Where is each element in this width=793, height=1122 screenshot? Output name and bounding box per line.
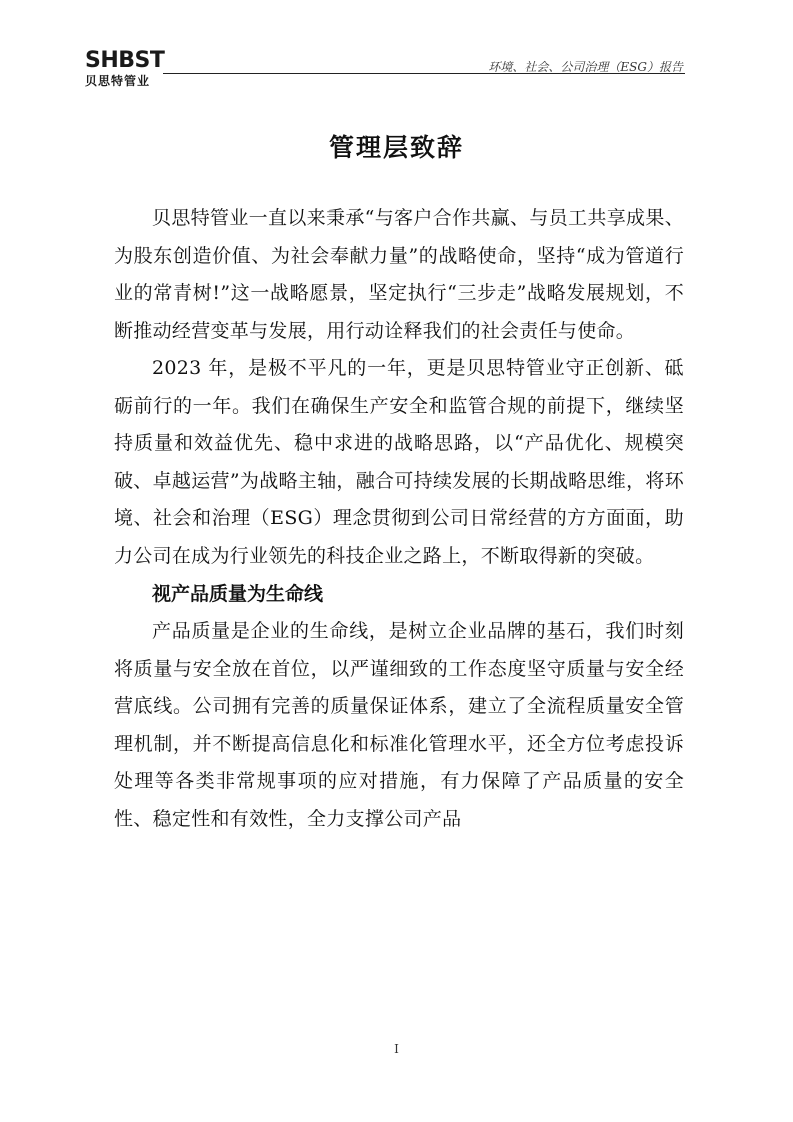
page-header (85, 50, 685, 92)
body-paragraph: 2023 年，是极不平凡的一年，更是贝思特管业守正创新、砥砺前行的一年。我们在确保生产安全和监管合规的前提下，继续坚持质量和效益优先、稳中求进的战略思路，以“产品优化、规模突破、卓越运营”为战略主轴，融合可持续发展的长期战略思维，将环境、社会和治理（ESG）理念贯彻到公司日常经营的方方面面，助力公司在成为行业领先的科技企业之路上，不断取得新的突破。 (114, 357, 684, 567)
page-number: I (394, 1042, 399, 1056)
report-title: 环境、社会、公司治理（ESG）报告 (488, 60, 683, 74)
page-title: 管理层致辞 (328, 133, 464, 162)
section-heading: 视产品质量为生命线 (152, 583, 324, 605)
logo-text: SHBST (85, 48, 165, 73)
logo-subtext: 贝思特管业 (85, 74, 151, 88)
body-paragraph: 贝思特管业一直以来秉承“与客户合作共赢、与员工共享成果、为股东创造价值、为社会奉献力量”的战略使命，坚持“成为管道行业的常青树!”这一战略愿景，坚定执行“三步走”战略发展规划，不断推动经营变革与发展，用行动诠释我们的社会责任与使命。 (114, 207, 684, 342)
section-paragraph: 产品质量是企业的生命线，是树立企业品牌的基石，我们时刻将质量与安全放在首位，以严谨细致的工作态度坚守质量与安全经营底线。公司拥有完善的质量保证体系，建立了全流程质量安全管理机制，并不断提高信息化和标准化管理水平，还全方位考虑投诉处理等各类非常规事项的应对措施，有力保障了产品质量的安全性、稳定性和有效性，全力支撑公司产品 (114, 620, 684, 830)
document-body (114, 200, 684, 838)
company-logo (85, 50, 175, 90)
